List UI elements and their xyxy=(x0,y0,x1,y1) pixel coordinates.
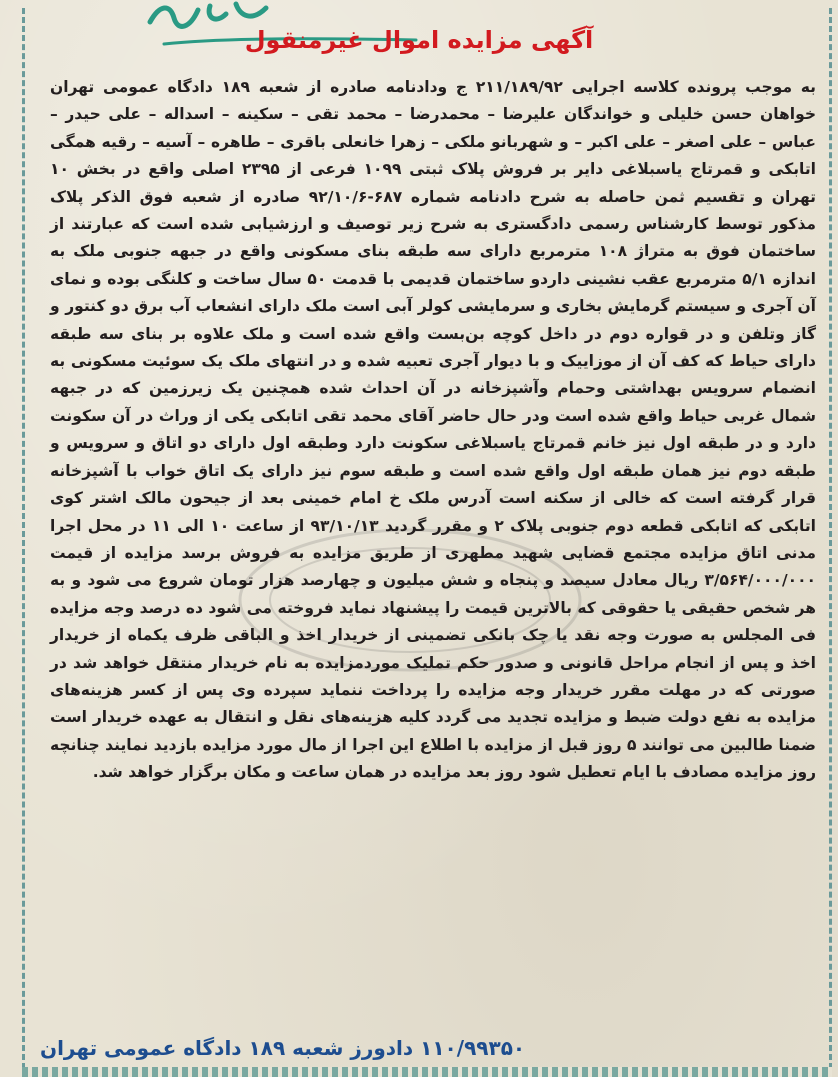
notice-signature: ۱۱۰/۹۹۳۵۰ دادورز شعبه ۱۸۹ دادگاه عمومی تهران xyxy=(40,1036,526,1060)
bottom-dashed-strip xyxy=(22,1067,832,1077)
notice-title: آگهی مزایده اموال غیرمنقول xyxy=(244,26,594,54)
notice-body: به موجب پرونده کلاسه اجرایی ۲۱۱/۱۸۹/۹۲ ج ودادنامه صادره از شعبه ۱۸۹ دادگاه عمومی تهران خواهان حسن خلیلی و خواندگان علیرضا – محمدرضا – محمد تقی – سکینه – اسداله – علی حیدر – عباس – علی اصغر – علی اکبر – و شهربانو ملکی – زهرا خانعلی باقری – طاهره – آسیه – رقیه همگی اتابکی و قمرتاج یاسبلاغی دایر بر فروش پلاک ثبتی ۱۰۹۹ فرعی از ۲۳۹۵ اصلی واقع در بخش ۱۰ تهران و تقسیم ثمن حاصله به شرح دادنامه شماره ۶۸۷-۹۲/۱۰/۶ صادره از شعبه فوق الذکر پلاک مذکور توسط کارشناس رسمی دادگستری به شرح زیر توصیف و ارزشیابی شده است که عبارتند از ساختمان فوق به متراژ ۱۰۸ مترمربع دارای سه طبقه بنای مسکونی واقع در جبهه جنوبی ملک به اندازه ۵/۱ مترمربع عقب نشینی داردو ساختمان قدیمی با قدمت ۵۰ سال ساخت و کلنگی بوده و نمای آن آجری و سیستم گرمایش بخاری و سرمایشی کولر آبی است ملک دارای انشعاب آب برق دو کنتور و گاز وتلفن و در قواره دوم در داخل کوچه بن‌بست واقع شده است و ملک علاوه بر بنای سه طبقه دارای حیاط که کف آن از موزاییک و با دیوار آجری تعبیه شده و در انتهای ملک یک سوئیت مسکونی به انضمام سرویس بهداشتی وحمام وآشپزخانه در آن احداث شده همچنین یک زیرزمین که در جبهه شمال غربی حیاط واقع شده است ودر حال حاضر آقای محمد تقی اتابکی یکی از وراث در آن سکونت دارد و در طبقه اول نیز خانم قمرتاج یاسبلاغی سکونت دارد وطبقه اول دارای دو اتاق و سرویس و طبقه دوم نیز همان طبقه اول واقع شده است و طبقه سوم نیز دارای یک اتاق خواب با آشپزخانه قرار گرفته است که خالی از سکنه است آدرس ملک خ امام خمینی بعد از جیحون مالک اشتر کوی اتابکی که اتابکی قطعه دوم جنوبی پلاک ۲ و مقرر گردید ۹۳/۱۰/۱۳ از ساعت ۱۰ الی ۱۱ در محل اجرا مدنی اتاق مزایده مجتمع قضایی شهید مطهری از طریق مزایده به فروش برسد مزایده از قیمت ۳/۵۶۴/۰۰۰/۰۰۰ ریال معادل سیصد و پنجاه و شش میلیون و چهارصد هزار تومان شروع می شود و به هر شخص حقیقی یا حقوقی که بالاترین قیمت را پیشنهاد نماید فروخته می شود ده درصد وجه مزایده فی المجلس به صورت وجه نقد یا چک بانکی تضمینی از خریدار اخذ و الباقی ظرف یکماه از خریدار اخذ و پس از انجام مراحل قانونی و صدور حکم تملیک موردمزایده به نام خریدار منتقل خواهد شد در صورتی که در مهلت مقرر خریدار وجه مزایده را پرداخت ننماید سپرده وی پس از کسر هزینه‌های مزایده به نفع دولت ضبط و مزایده تجدید می گردد کلیه هزینه‌های نقل و انتقال به عهده خریدار است ضمنا طالبین می توانند ۵ روز قبل از مزایده با اطلاع این اجرا از مال مورد مزایده بازدید نمایند چنانچه روز مزایده مصادف با ایام تعطیل شود روز بعد مزایده در همان ساعت و مکان برگزار خواهد شد. xyxy=(50,78,816,782)
